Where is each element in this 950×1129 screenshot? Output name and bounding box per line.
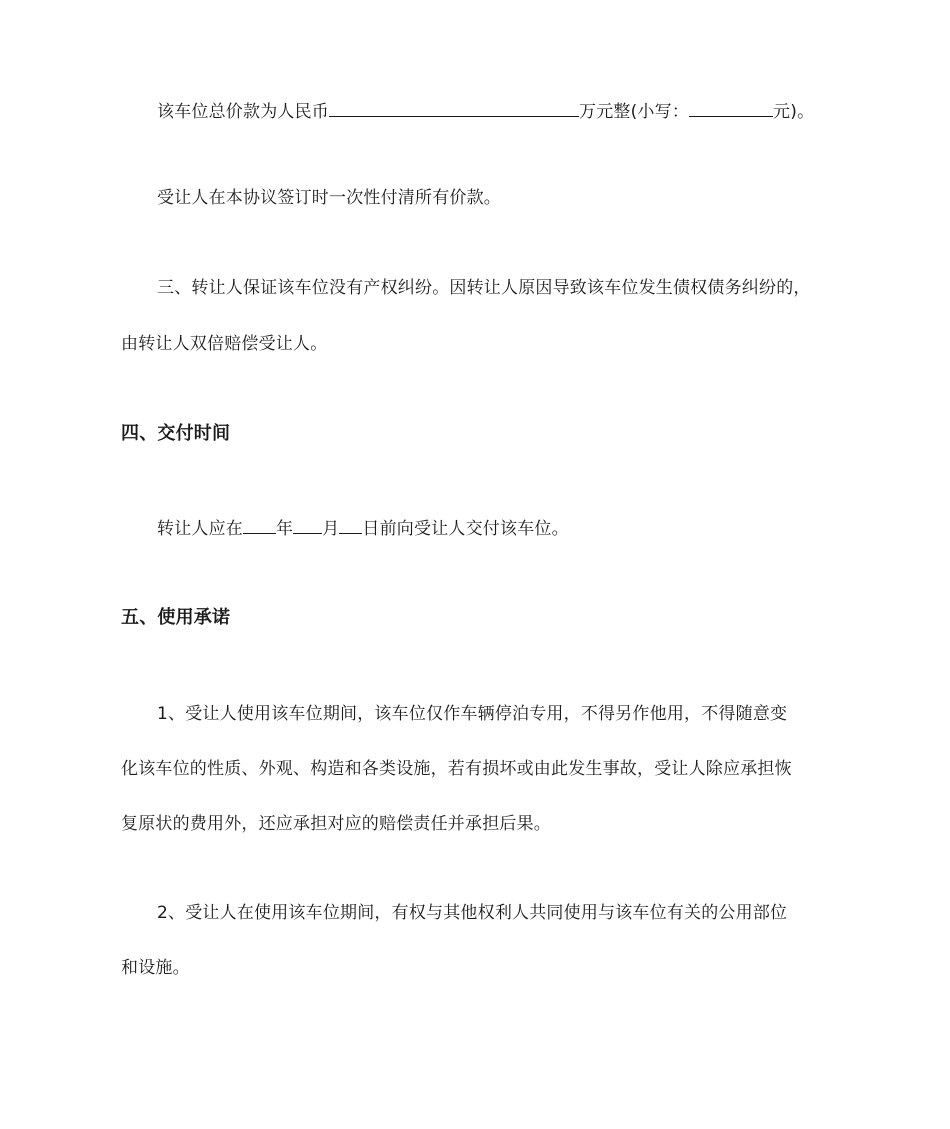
- item1-line-2: 化该车位的性质、外观、构造和各类设施，若有损坏或由此发生事故，受让人除应承担恢: [121, 759, 792, 779]
- item1-line-3: 复原状的费用外，还应承担对应的赔偿责任并承担后果。: [121, 814, 551, 834]
- price-prefix: 该车位总价款为人民币: [157, 102, 329, 122]
- price-amount-blank: [329, 98, 579, 117]
- guarantee-line-2: 由转让人双倍赔偿受让人。: [121, 334, 328, 354]
- guarantee-line-1: 三、转让人保证该车位没有产权纠纷。因转让人原因导致该车位发生债权债务纠纷的，: [157, 278, 811, 298]
- delivery-text-d: 日前向受让人交付该车位。: [362, 519, 569, 539]
- section4-heading: 四、交付时间: [121, 423, 231, 444]
- price-clause: [157, 98, 814, 124]
- delivery-clause: [157, 515, 569, 541]
- delivery-year-label: 年: [276, 519, 294, 539]
- delivery-month-label: 月: [322, 519, 340, 539]
- section5-heading: 五、使用承诺: [121, 607, 231, 628]
- month-blank: [293, 515, 322, 534]
- item2-line-2: 和设施。: [121, 958, 190, 978]
- year-blank: [243, 515, 276, 534]
- delivery-text-a: 转让人应在: [157, 519, 243, 539]
- price-suffix: 元)。: [773, 102, 815, 122]
- price-middle: 万元整(小写：: [579, 102, 690, 122]
- item1-line-1: 1、受让人使用该车位期间，该车位仅作车辆停泊专用，不得另作他用，不得随意变: [157, 704, 788, 724]
- item2-line-1: 2、受让人在使用该车位期间，有权与其他权利人共同使用与该车位有关的公用部位: [157, 903, 788, 923]
- price-lowercase-blank: [689, 98, 773, 117]
- day-blank: [339, 515, 362, 534]
- payment-clause: 受让人在本协议签订时一次性付清所有价款。: [157, 188, 501, 208]
